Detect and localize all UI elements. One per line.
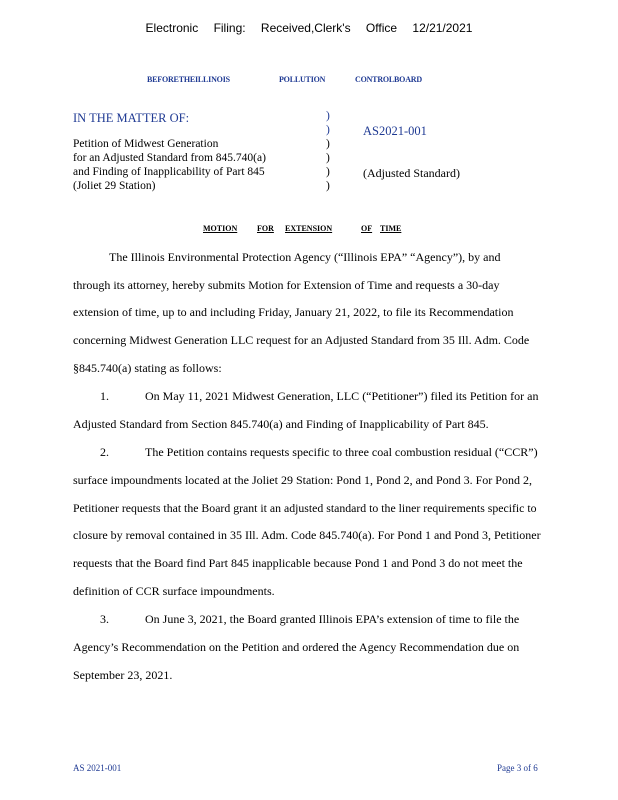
case-number: AS2021-001	[363, 124, 427, 138]
intro-line: §845.740(a) stating as follows:	[73, 361, 222, 375]
para-1-line: Adjusted Standard from Section 845.740(a) and Finding of Inapplicability of Part 845.	[73, 417, 489, 431]
caption-paren: )	[326, 166, 330, 178]
caption-line-2: for an Adjusted Standard from 845.740(a)	[73, 152, 266, 164]
footer-case-number: AS 2021-001	[73, 763, 122, 773]
board-control: CONTROLBOARD	[355, 75, 422, 84]
filing-date: 12/21/2021	[412, 21, 473, 35]
board-before: BEFORETHEILLINOIS	[147, 75, 230, 84]
para-2-line: requests that the Board find Part 845 inapplicable because Pond 1 and Pond 3 do not meet the	[73, 556, 523, 570]
filing-label: Filing:	[213, 21, 246, 35]
caption-paren: )	[326, 124, 330, 136]
title-extension: EXTENSION	[285, 224, 333, 233]
title-of: OF	[361, 224, 373, 233]
filing-stamp	[0, 21, 618, 35]
para-3-line: September 23, 2021.	[73, 668, 173, 682]
para-2-line: The Petition contains requests specific to three coal combustion residual (“CCR”)	[145, 445, 538, 459]
para-2-line: surface impoundments located at the Joliet 29 Station: Pond 1, Pond 2, and Pond 3. For Pond 2,	[73, 473, 532, 487]
title-motion: MOTION	[203, 224, 238, 233]
board-pollution: POLLUTION	[279, 75, 326, 84]
caption-line-3: and Finding of Inapplicability of Part 845	[73, 166, 265, 178]
para-1-number: 1.	[100, 389, 109, 403]
caption-paren: )	[326, 138, 330, 150]
title-for: FOR	[257, 224, 274, 233]
intro-line: concerning Midwest Generation LLC request for an Adjusted Standard from 35 Ill. Adm. Code	[73, 333, 530, 347]
filing-received: Received,Clerk's	[260, 21, 351, 35]
caption-paren: )	[326, 152, 330, 164]
intro-line: extension of time, up to and including Friday, January 21, 2022, to file its Recommendation	[73, 305, 514, 319]
filing-office: Office	[365, 21, 398, 35]
para-3-line: Agency’s Recommendation on the Petition and ordered the Agency Recommendation due on	[73, 640, 520, 654]
para-2-number: 2.	[100, 445, 109, 459]
para-2-line: Petitioner requests that the Board grant it an adjusted standard to the liner requirements specific to	[73, 501, 537, 515]
para-2-line: closure by removal contained in 35 Ill. Adm. Code 845.740(a). For Pond 1 and Pond 3, Petitioner	[73, 528, 541, 542]
filing-electronic: Electronic	[145, 21, 199, 35]
caption-paren: )	[326, 110, 330, 122]
caption-paren: )	[326, 180, 330, 192]
para-2-line: definition of CCR surface impoundments.	[73, 584, 275, 598]
caption-line-4: (Joliet 29 Station)	[73, 180, 156, 192]
para-1-line: On May 11, 2021 Midwest Generation, LLC (“Petitioner”) filed its Petition for an	[145, 389, 539, 403]
para-3-number: 3.	[100, 612, 109, 626]
case-type: (Adjusted Standard)	[363, 166, 460, 180]
para-3-line: On June 3, 2021, the Board granted Illinois EPA’s extension of time to file the	[145, 612, 520, 626]
caption-line-1: Petition of Midwest Generation	[73, 138, 219, 150]
title-time: TIME	[380, 224, 402, 233]
intro-line: The Illinois Environmental Protection Agency (“Illinois EPA” “Agency”), by and	[109, 250, 501, 264]
caption-matter: IN THE MATTER OF:	[73, 111, 190, 125]
footer-page-number: Page 3 of 6	[497, 763, 538, 773]
intro-line: through its attorney, hereby submits Motion for Extension of Time and requests a 30-day	[73, 278, 500, 292]
